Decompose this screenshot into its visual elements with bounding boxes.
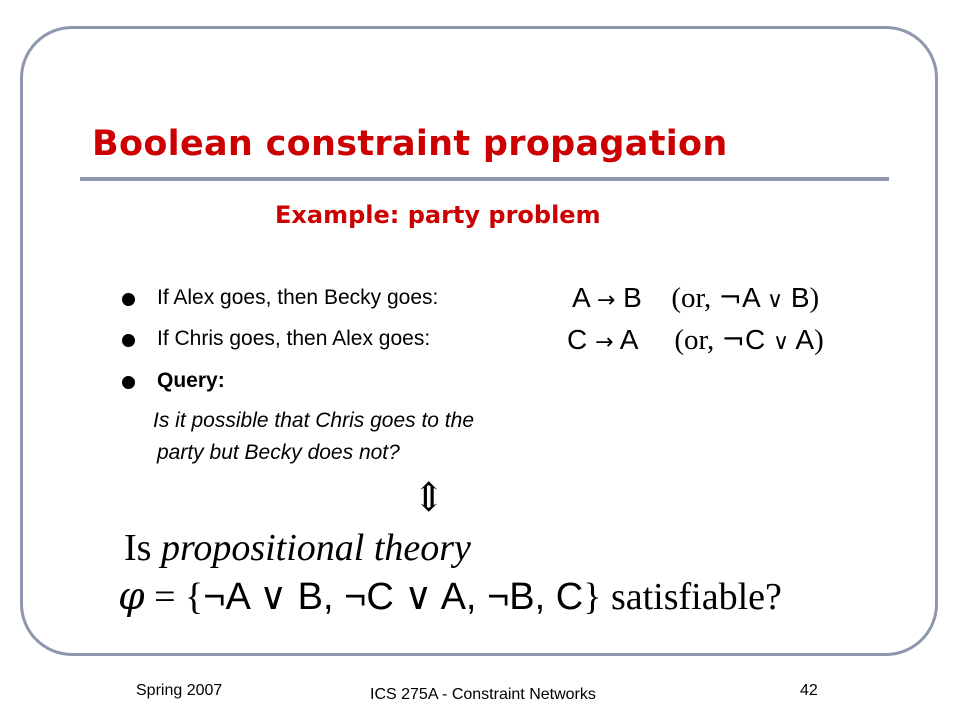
phi-symbol: φ — [118, 574, 145, 618]
theory-italic: propositional theory — [160, 527, 471, 569]
bullet-dot-1 — [122, 293, 135, 306]
formula1-lhs: A — [572, 282, 590, 313]
query-line-2: party but Becky does not? — [157, 441, 400, 464]
equivalence-arrow-icon: ⇕ — [412, 475, 446, 521]
formula2-open: (or, — [674, 324, 722, 356]
formula1-a: A — [742, 282, 760, 313]
footer-date: Spring 2007 — [136, 682, 223, 699]
bullet-text-1: If Alex goes, then Becky goes: — [157, 286, 439, 309]
bullet-text-2: If Chris goes, then Alex goes: — [157, 327, 431, 350]
theory-term-2: ¬C ∨ A, — [344, 576, 477, 618]
theory-close: } — [583, 576, 602, 618]
slide-title: Boolean constraint propagation — [92, 124, 728, 164]
formula2-rhs: A — [619, 324, 637, 355]
theory-line-1 — [124, 526, 471, 570]
formula1-close: ) — [809, 282, 820, 314]
formula1-b: B — [790, 282, 810, 313]
theory-line-2 — [118, 574, 782, 619]
formula2-a: C — [745, 324, 766, 355]
formula1-open: (or, — [671, 282, 719, 314]
bullet-dot-2 — [122, 334, 135, 347]
theory-tail: satisfiable? — [601, 576, 782, 618]
formula1-rhs: B — [623, 282, 642, 313]
implies-icon: → — [595, 330, 614, 355]
theory-prefix: Is — [124, 527, 161, 569]
formula2-lhs: C — [567, 324, 588, 355]
bullet-text-query: Query: — [157, 369, 225, 392]
not-icon: ¬ — [718, 281, 743, 314]
formula-alex-becky — [572, 281, 819, 315]
theory-term-1: ¬A ∨ B, — [203, 576, 334, 618]
slide-subtitle: Example: party problem — [275, 201, 601, 229]
theory-term-3: ¬B, — [487, 576, 546, 618]
implies-icon: → — [596, 288, 616, 313]
or-icon: ∨ — [766, 288, 784, 313]
theory-term-4: C — [555, 576, 584, 618]
formula-chris-alex — [567, 323, 824, 357]
formula2-b: A — [795, 324, 815, 355]
query-line-1: Is it possible that Chris goes to the — [153, 409, 474, 432]
not-icon: ¬ — [721, 323, 746, 356]
theory-eq: = { — [144, 576, 204, 618]
or-icon: ∨ — [773, 330, 790, 355]
footer-page-number: 42 — [800, 682, 818, 699]
formula2-close: ) — [814, 324, 824, 356]
title-divider — [80, 177, 889, 181]
bullet-dot-3 — [122, 376, 135, 389]
footer-course: ICS 275A - Constraint Networks — [370, 686, 596, 703]
